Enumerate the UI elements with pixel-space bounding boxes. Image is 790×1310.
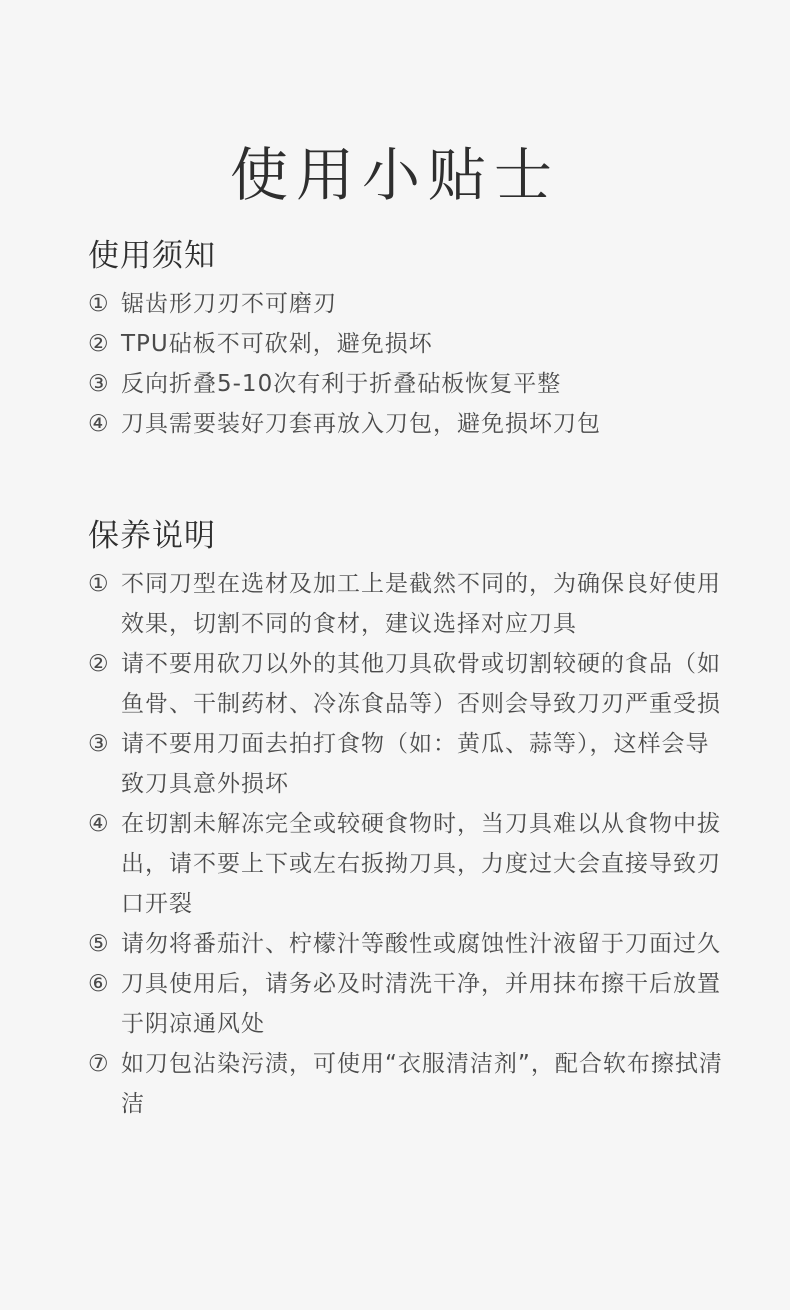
usage-section <box>88 234 728 444</box>
item-number: ③ <box>88 371 109 397</box>
care-list <box>88 564 728 1124</box>
list-item <box>88 404 728 444</box>
item-text: 请不要用刀面去拍打食物（如：黄瓜、蒜等），这样会导致刀具意外损坏 <box>121 731 710 797</box>
item-number: ③ <box>88 731 109 757</box>
item-number: ② <box>88 651 109 677</box>
care-section <box>88 514 728 1124</box>
item-number: ① <box>88 571 109 597</box>
item-text: 刀具使用后，请务必及时清洗干净，并用抹布擦干后放置于阴凉通风处 <box>121 971 721 1037</box>
list-item <box>88 1044 728 1124</box>
list-item <box>88 924 728 964</box>
item-number: ④ <box>88 411 109 437</box>
usage-heading: 使用须知 <box>88 238 216 274</box>
item-number: ⑦ <box>88 1051 109 1077</box>
item-text: 刀具需要装好刀套再放入刀包，避免损坏刀包 <box>121 411 601 437</box>
list-item <box>88 364 728 404</box>
item-text: 如刀包沾染污渍，可使用“衣服清洁剂”，配合软布擦拭清洁 <box>121 1051 723 1117</box>
item-text: TPU砧板不可砍剁，避免损坏 <box>121 331 433 357</box>
list-item <box>88 284 728 324</box>
list-item <box>88 324 728 364</box>
item-text: 在切割未解冻完全或较硬食物时，当刀具难以从食物中拔出，请不要上下或左右扳拗刀具，力度过大会直接导致刃口开裂 <box>121 811 721 917</box>
item-number: ② <box>88 331 109 357</box>
list-item <box>88 964 728 1044</box>
item-number: ⑤ <box>88 931 109 957</box>
item-text: 锯齿形刀刃不可磨刃 <box>121 291 337 317</box>
item-text: 请不要用砍刀以外的其他刀具砍骨或切割较硬的食品（如鱼骨、干制药材、冷冻食品等）否则会导致刀刃严重受损 <box>121 651 721 717</box>
page-title: 使用小贴士 <box>229 140 560 209</box>
list-item <box>88 644 728 724</box>
list-item <box>88 724 728 804</box>
item-number: ① <box>88 291 109 317</box>
item-text: 请勿将番茄汁、柠檬汁等酸性或腐蚀性汁液留于刀面过久 <box>121 931 721 957</box>
item-number: ⑥ <box>88 971 109 997</box>
item-text: 反向折叠5-10次有利于折叠砧板恢复平整 <box>121 371 562 397</box>
list-item <box>88 804 728 924</box>
usage-list <box>88 284 728 444</box>
list-item <box>88 564 728 644</box>
care-heading: 保养说明 <box>88 518 216 554</box>
item-text: 不同刀型在选材及加工上是截然不同的，为确保良好使用效果，切割不同的食材，建议选择对应刀具 <box>121 571 721 637</box>
item-number: ④ <box>88 811 109 837</box>
